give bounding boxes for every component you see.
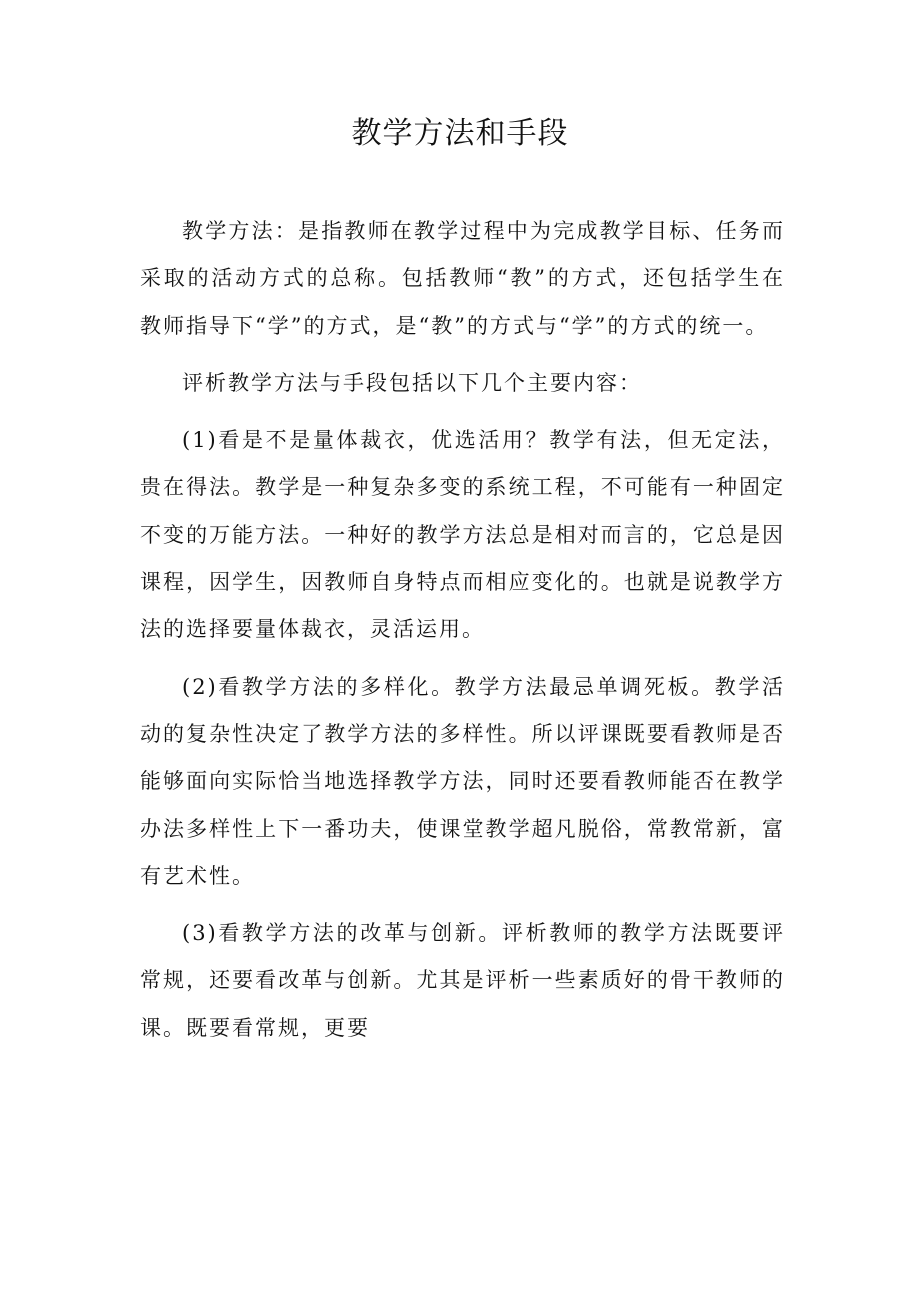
paragraph-intro: 评析教学方法与手段包括以下几个主要内容： [182,370,642,395]
paragraph-point-1: (1)看是不是量体裁衣，优选活用？教学有法，但无定法，贵在得法。教学是一种复杂多变的系统工程，不可能有一种固定不变的万能方法。一种好的教学方法总是相对而言的，它总是因课程，因学生，因教师自身特点而相应变化的。也就是说教学方法的选择要量体裁衣，灵活运用。 [140,428,785,642]
document-title: 教学方法和手段 [351,116,569,151]
paragraph-point-3: (3)看教学方法的改革与创新。评析教师的教学方法既要评常规，还要看改革与创新。尤其是评析一些素质好的骨干教师的课。既要看常规，更要 [140,921,785,1040]
paragraph-definition: 教学方法：是指教师在教学过程中为完成教学目标、任务而采取的活动方式的总称。包括教师“教”的方式，还包括学生在教师指导下“学”的方式，是“教”的方式与“学”的方式的统一。 [140,219,785,338]
paragraph-point-2: (2)看教学方法的多样化。教学方法最忌单调死板。教学活动的复杂性决定了教学方法的多样性。所以评课既要看教师是否能够面向实际恰当地选择教学方法，同时还要看教师能否在教学办法多样性上下一番功夫，使课堂教学超凡脱俗，常教常新，富有艺术性。 [140,674,785,888]
document-body [140,208,785,1062]
